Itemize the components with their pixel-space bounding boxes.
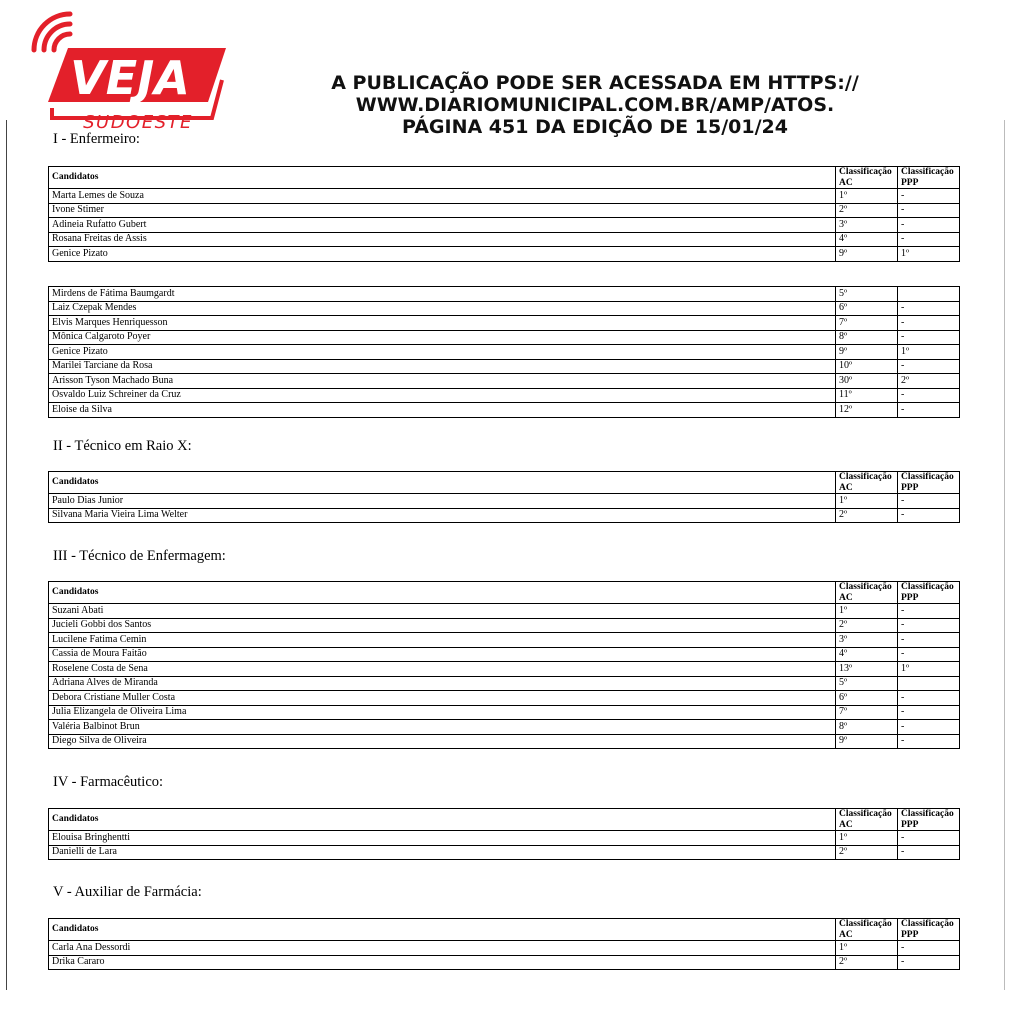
- candidate-name: Drika Cararo: [49, 955, 836, 970]
- publication-notice: [300, 72, 890, 138]
- classification-ppp: -: [898, 189, 960, 204]
- table-row: [49, 494, 960, 509]
- classification-ac: 7º: [836, 316, 898, 331]
- classification-ppp: -: [898, 388, 960, 403]
- candidate-name: Carla Ana Dessordi: [49, 941, 836, 956]
- table-row: [49, 831, 960, 846]
- candidate-name: Julia Elizangela de Oliveira Lima: [49, 705, 836, 720]
- col-header-ac: Classificação AC: [836, 919, 898, 941]
- candidate-name: Adriana Alves de Miranda: [49, 676, 836, 691]
- table-row: [49, 388, 960, 403]
- classification-ac: 2º: [836, 955, 898, 970]
- section-title-tecnico-enfermagem: III - Técnico de Enfermagem:: [53, 548, 226, 564]
- table-row: [49, 676, 960, 691]
- classification-ppp: -: [898, 734, 960, 749]
- col-header-ppp: Classificação PPP: [898, 919, 960, 941]
- candidate-name: Paulo Dias Junior: [49, 494, 836, 509]
- table-row: [49, 403, 960, 418]
- classification-ac: 5º: [836, 287, 898, 302]
- classification-ac: 4º: [836, 647, 898, 662]
- col-header-candidatos: Candidatos: [49, 582, 836, 604]
- classification-ac: 5º: [836, 676, 898, 691]
- svg-text:VEJA: VEJA: [70, 51, 190, 105]
- candidate-name: Valéria Balbinot Brun: [49, 720, 836, 735]
- classification-ppp: 1º: [898, 662, 960, 677]
- table-row: [49, 845, 960, 860]
- table-tecnico-enfermagem: [48, 581, 960, 749]
- table-row: [49, 203, 960, 218]
- classification-ppp: 1º: [898, 345, 960, 360]
- candidate-name: Silvana Maria Vieira Lima Welter: [49, 508, 836, 523]
- page-margin-left: [6, 120, 7, 990]
- candidate-name: Genice Pizato: [49, 247, 836, 262]
- classification-ac: 4º: [836, 232, 898, 247]
- candidate-name: Lucilene Fatima Cemin: [49, 633, 836, 648]
- candidate-name: Danielli de Lara: [49, 845, 836, 860]
- table-row: [49, 647, 960, 662]
- candidate-name: Debora Cristiane Muller Costa: [49, 691, 836, 706]
- classification-ppp: -: [898, 720, 960, 735]
- classification-ppp: -: [898, 203, 960, 218]
- classification-ppp: -: [898, 508, 960, 523]
- table-row: [49, 218, 960, 233]
- candidate-name: Mirdens de Fátima Baumgardt: [49, 287, 836, 302]
- candidate-name: Ivone Stimer: [49, 203, 836, 218]
- table-row: [49, 345, 960, 360]
- classification-ppp: -: [898, 691, 960, 706]
- classification-ac: 9º: [836, 247, 898, 262]
- candidate-name: Roselene Costa de Sena: [49, 662, 836, 677]
- classification-ac: 2º: [836, 203, 898, 218]
- classification-ac: 6º: [836, 691, 898, 706]
- classification-ppp: -: [898, 831, 960, 846]
- classification-ac: 1º: [836, 604, 898, 619]
- classification-ac: 30º: [836, 374, 898, 389]
- col-header-candidatos: Candidatos: [49, 472, 836, 494]
- candidate-name: Cassia de Moura Faitão: [49, 647, 836, 662]
- candidate-name: Adineia Rufatto Gubert: [49, 218, 836, 233]
- table-row: [49, 508, 960, 523]
- classification-ppp: -: [898, 705, 960, 720]
- table-row: [49, 633, 960, 648]
- col-header-candidatos: Candidatos: [49, 809, 836, 831]
- classification-ppp: -: [898, 941, 960, 956]
- table-row: [49, 720, 960, 735]
- candidate-name: Osvaldo Luiz Schreiner da Cruz: [49, 388, 836, 403]
- candidate-name: Suzani Abati: [49, 604, 836, 619]
- classification-ppp: -: [898, 403, 960, 418]
- candidate-name: Arisson Tyson Machado Buna: [49, 374, 836, 389]
- classification-ppp: -: [898, 647, 960, 662]
- classification-ac: 3º: [836, 218, 898, 233]
- table-farmaceutico: [48, 808, 960, 860]
- col-header-ppp: Classificação PPP: [898, 472, 960, 494]
- classification-ac: 2º: [836, 618, 898, 633]
- classification-ac: 1º: [836, 494, 898, 509]
- veja-sudoeste-logo: [30, 10, 240, 130]
- col-header-ppp: Classificação PPP: [898, 809, 960, 831]
- classification-ac: 2º: [836, 845, 898, 860]
- notice-line-1: A PUBLICAÇÃO PODE SER ACESSADA EM HTTPS://: [331, 72, 859, 94]
- col-header-ac: Classificação AC: [836, 472, 898, 494]
- classification-ac: 8º: [836, 720, 898, 735]
- classification-ppp: -: [898, 845, 960, 860]
- classification-ac: 2º: [836, 508, 898, 523]
- classification-ac: 11º: [836, 388, 898, 403]
- classification-ppp: -: [898, 618, 960, 633]
- col-header-candidatos: Candidatos: [49, 919, 836, 941]
- candidate-name: Rosana Freitas de Assis: [49, 232, 836, 247]
- candidate-name: Marta Lemes de Souza: [49, 189, 836, 204]
- table-row: [49, 618, 960, 633]
- candidate-name: Genice Pizato: [49, 345, 836, 360]
- classification-ppp: 1º: [898, 247, 960, 262]
- candidate-name: Marilei Tarciane da Rosa: [49, 359, 836, 374]
- candidate-name: Elvis Marques Henriquesson: [49, 316, 836, 331]
- page-margin-right: [1004, 120, 1005, 990]
- section-title-farmaceutico: IV - Farmacêutico:: [53, 774, 164, 790]
- classification-ppp: -: [898, 232, 960, 247]
- classification-ppp: -: [898, 494, 960, 509]
- table-row: [49, 301, 960, 316]
- table-row: [49, 662, 960, 677]
- table-row: [49, 316, 960, 331]
- classification-ac: 6º: [836, 301, 898, 316]
- table-row: [49, 374, 960, 389]
- svg-text:SUDOESTE: SUDOESTE: [83, 112, 193, 130]
- classification-ac: 8º: [836, 330, 898, 345]
- table-row: [49, 941, 960, 956]
- table-enfermeiro: [48, 166, 960, 262]
- classification-ppp: -: [898, 604, 960, 619]
- classification-ppp: -: [898, 359, 960, 374]
- candidate-name: Eloise da Silva: [49, 403, 836, 418]
- classification-ppp: 2º: [898, 374, 960, 389]
- table-auxiliar-farmacia: [48, 918, 960, 970]
- section-title-auxiliar-farmacia: V - Auxiliar de Farmácia:: [53, 884, 202, 900]
- col-header-ac: Classificação AC: [836, 809, 898, 831]
- table-enfermeiro-continued: [48, 286, 960, 418]
- candidate-name: Jucieli Gobbi dos Santos: [49, 618, 836, 633]
- classification-ppp: [898, 676, 960, 691]
- classification-ppp: [898, 287, 960, 302]
- classification-ac: 9º: [836, 345, 898, 360]
- col-header-ppp: Classificação PPP: [898, 167, 960, 189]
- candidate-name: Diego Silva de Oliveira: [49, 734, 836, 749]
- classification-ac: 3º: [836, 633, 898, 648]
- classification-ac: 13º: [836, 662, 898, 677]
- classification-ac: 10º: [836, 359, 898, 374]
- classification-ppp: -: [898, 301, 960, 316]
- classification-ac: 7º: [836, 705, 898, 720]
- table-row: [49, 232, 960, 247]
- table-row: [49, 287, 960, 302]
- classification-ac: 1º: [836, 941, 898, 956]
- candidate-name: Laiz Czepak Mendes: [49, 301, 836, 316]
- table-row: [49, 705, 960, 720]
- table-row: [49, 247, 960, 262]
- classification-ac: 1º: [836, 831, 898, 846]
- classification-ppp: -: [898, 955, 960, 970]
- section-title-enfermeiro: I - Enfermeiro:: [53, 131, 140, 147]
- col-header-candidatos: Candidatos: [49, 167, 836, 189]
- table-row: [49, 359, 960, 374]
- table-tecnico-raio-x: [48, 471, 960, 523]
- notice-line-2: WWW.DIARIOMUNICIPAL.COM.BR/AMP/ATOS.: [355, 94, 835, 116]
- table-row: [49, 734, 960, 749]
- col-header-ac: Classificação AC: [836, 167, 898, 189]
- table-row: [49, 189, 960, 204]
- candidate-name: Mônica Calgaroto Poyer: [49, 330, 836, 345]
- table-row: [49, 604, 960, 619]
- section-title-tecnico-raio-x: II - Técnico em Raio X:: [53, 438, 192, 454]
- classification-ac: 1º: [836, 189, 898, 204]
- col-header-ppp: Classificação PPP: [898, 582, 960, 604]
- classification-ppp: -: [898, 330, 960, 345]
- table-row: [49, 691, 960, 706]
- classification-ppp: -: [898, 633, 960, 648]
- col-header-ac: Classificação AC: [836, 582, 898, 604]
- classification-ppp: -: [898, 316, 960, 331]
- classification-ppp: -: [898, 218, 960, 233]
- candidate-name: Elouisa Bringhentti: [49, 831, 836, 846]
- table-row: [49, 955, 960, 970]
- notice-line-3: PÁGINA 451 DA EDIÇÃO DE 15/01/24: [402, 116, 788, 138]
- classification-ac: 12º: [836, 403, 898, 418]
- table-row: [49, 330, 960, 345]
- classification-ac: 9º: [836, 734, 898, 749]
